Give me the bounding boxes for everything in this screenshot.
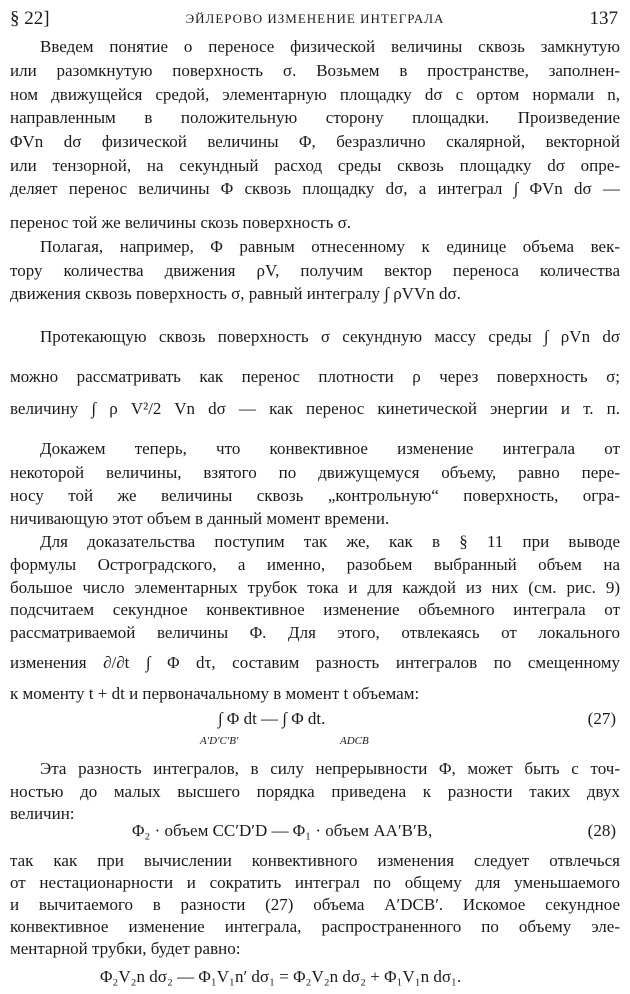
text-line: от нестационарности и сократить интеграл по общему для уменьшаемого [10,873,620,892]
equation-number: (27) [587,709,616,728]
text-line: рассматриваемой величины Φ. Для этого, отвлекаясь от локального [10,623,620,642]
text-line: деляет перенос величины Φ сквозь площадку dσ, а интеграл ∫ ΦVn dσ — [10,179,620,198]
page-header [10,4,620,28]
text-line: формулы Остроградского, а именно, разобьем выбранный объем на [10,555,620,574]
text-line: к моменту t + dt и первоначальному в момент t объемам: [10,684,420,703]
text-line: некоторой величины, взятого по движущемуся объему, равно пере- [10,463,620,482]
text-line: ментарной трубки, будет равно: [10,939,241,958]
text-line: Для доказательства поступим так же, как в § 11 при выводе [40,532,620,551]
text-line: большое число элементарных трубок тока и для каждой из них (см. рис. 9) [10,578,620,597]
page-number: 137 [589,8,618,29]
equation-final: Φ₂V₂n dσ₂ — Φ₁V₁n′ dσ₁ = Φ₂V₂n dσ₂ + Φ₁V₁n dσ₁. [100,967,462,986]
text-line: Эта разность интегралов, в силу непрерывности Φ, может быть с точ- [40,759,620,778]
running-title: ЭЙЛЕРОВО ИЗМЕНЕНИЕ ИНТЕГРАЛА [185,11,445,26]
integral-limit: ADCB [340,735,369,747]
text-line: носу той же величины сквозь „контрольную“ поверхность, огра- [10,486,620,505]
equation-number: (28) [587,821,616,840]
integral-limit: A′D′C′B′ [200,735,239,747]
text-line: ном движущейся средой, элементарную площадку dσ с ортом нормали n, [10,85,620,104]
text-line: и вычитаемого в разности (27) объема A′DCB′. Искомое секундное [10,895,620,914]
text-line: величин: [10,804,75,823]
text-line: ностью до малых высшего порядка приведена к разности таких двух [10,782,620,801]
text-line: ΦVn dσ физической величины Φ, безразлично скалярной, векторной [10,132,620,151]
text-line: Докажем теперь, что конвективное изменение интеграла от [40,439,620,458]
equation-27-expression: ∫ Φ dt — ∫ Φ dt. [218,709,326,728]
text-line: конвективное изменение интеграла, распространенного по объему эле- [10,917,620,936]
equation-28: Φ₂ · объем CC′D′D — Φ₁ · объем AA′B′B, [132,821,433,840]
text-line: Протекающую сквозь поверхность σ секундную массу среды ∫ ρVn dσ [40,327,620,346]
text-line: или тензорной, на секундный расход среды сквозь площадку dσ опре- [10,156,620,175]
text-line: движения сквозь поверхность σ, равный интегралу ∫ ρVVn dσ. [10,284,461,303]
text-line: так как при вычислении конвективного изменения следует отвлечься [10,851,620,870]
text-line: величину ∫ ρ V²/2 Vn dσ — как перенос кинетической энергии и т. п. [10,399,620,418]
text-line: перенос той же величины скозь поверхность σ. [10,213,351,232]
equation-27 [218,708,325,730]
text-line: ничивающую этот объем в данный момент времени. [10,509,390,528]
text-line: подсчитаем секундное конвективное изменение объемного интеграла от [10,600,620,619]
text-line: можно рассматривать как перенос плотности ρ через поверхность σ; [10,367,620,386]
section-number: § 22] [10,8,50,29]
text-line: тору количества движения ρV, получим вектор переноса количества [10,261,620,280]
text-line: направленным в положительную сторону площадки. Произведение [10,108,620,127]
text-line: Введем понятие о переносе физической величины сквозь замкнутую [40,37,620,56]
text-line: изменения ∂/∂t ∫ Φ dτ, составим разность интегралов по смещенному [10,653,620,672]
text-line: Полагая, например, Φ равным отнесенному к единице объема век- [40,237,620,256]
text-line: или разомкнутую поверхность σ. Возьмем в пространстве, заполнен- [10,61,620,80]
